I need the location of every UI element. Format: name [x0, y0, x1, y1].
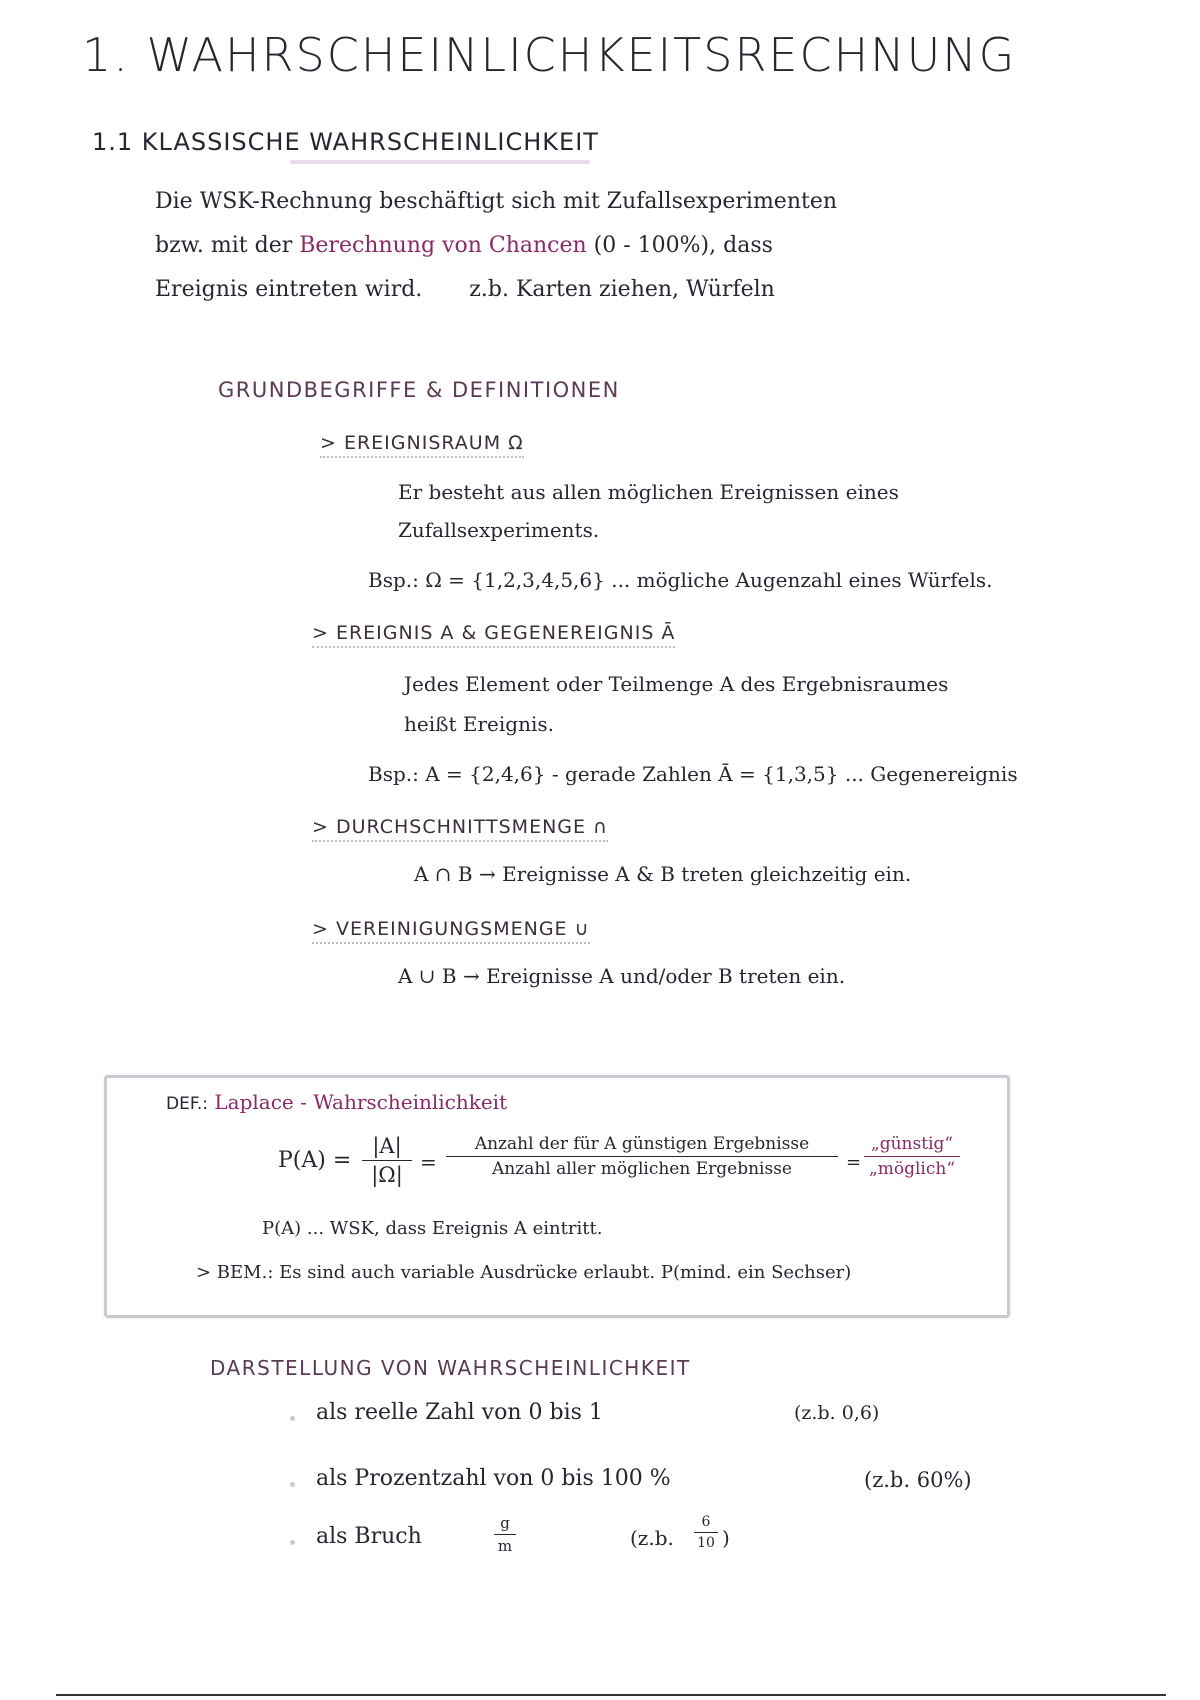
intro-text: bzw. mit der	[155, 233, 300, 258]
item-ereignisraum-head: > EREIGNISRAUM Ω	[320, 432, 524, 458]
fraction-numerator: |A|	[362, 1134, 412, 1161]
formula-fraction-words	[446, 1134, 838, 1179]
item-vereinigung-line: A ∪ B → Ereignisse A und/oder B treten ein.	[398, 964, 846, 988]
intro-highlight: Berechnung von Chancen	[299, 233, 587, 258]
intro-text: (0 - 100%), dass	[586, 233, 773, 258]
fraction-numerator: Anzahl der für A günstigen Ergebnisse	[446, 1134, 838, 1157]
definition-title	[166, 1090, 507, 1114]
page-title: 1. WAHRSCHEINLICHKEITSRECHNUNG	[82, 28, 1017, 82]
item-ereignis-head: > EREIGNIS A & GEGENEREIGNIS Ā	[312, 622, 675, 648]
grund-heading: GRUNDBEGRIFFE & DEFINITIONEN	[218, 378, 620, 402]
fraction-denominator: „möglich“	[868, 1159, 956, 1179]
section-underline	[290, 160, 590, 164]
formula-equals: =	[846, 1152, 862, 1173]
list-bullet	[290, 1482, 295, 1487]
fraction-numerator: 6	[694, 1514, 718, 1533]
intro-keyword: Zufallsexperimenten	[606, 189, 838, 214]
item-ereignis-example: Bsp.: A = {2,4,6} - gerade Zahlen Ā = {1,3,5} ... Gegenereignis	[368, 762, 1018, 786]
fraction-numerator: g	[494, 1514, 516, 1535]
fraction-numerator: „günstig“	[864, 1134, 960, 1157]
item-ereignis-line: heißt Ereignis.	[404, 712, 554, 736]
darstellung-fraction	[494, 1514, 516, 1555]
darstellung-item-real: als reelle Zahl von 0 bis 1	[316, 1400, 603, 1425]
formula-equals: =	[420, 1150, 437, 1174]
item-ereignis-line: Jedes Element oder Teilmenge A des Ergebnisraumes	[404, 672, 949, 696]
darstellung-example-fraction	[630, 1526, 674, 1550]
fraction-denominator: 10	[697, 1535, 715, 1551]
intro-line-3	[155, 268, 775, 312]
list-bullet	[290, 1540, 295, 1545]
fraction-denominator: |Ω|	[371, 1163, 403, 1187]
example-prefix: (z.b.	[630, 1526, 674, 1550]
intro-example: z.b. Karten ziehen, Würfeln	[469, 277, 775, 302]
item-ereignisraum-example: Bsp.: Ω = {1,2,3,4,5,6} ... mögliche Augenzahl eines Würfels.	[368, 568, 993, 592]
formula-fraction-sets	[362, 1134, 412, 1187]
definition-note: P(A) ... WSK, dass Ereignis A eintritt.	[262, 1218, 603, 1239]
formula-fraction-short	[864, 1134, 960, 1179]
example-fraction	[694, 1514, 718, 1551]
darstellung-example-percent: (z.b. 60%)	[864, 1468, 972, 1492]
darstellung-item-fraction: als Bruch	[316, 1524, 422, 1549]
fraction-denominator: Anzahl aller möglichen Ergebnisse	[492, 1159, 792, 1179]
fraction-denominator: m	[497, 1537, 513, 1555]
item-ereignisraum-line: Zufallsexperiments.	[398, 518, 600, 542]
item-durchschnitt-head: > DURCHSCHNITTSMENGE ∩	[312, 816, 608, 842]
intro-line-2	[155, 224, 773, 268]
formula-lhs: P(A) =	[278, 1148, 352, 1173]
item-vereinigung-head: > VEREINIGUNGSMENGE ∪	[312, 918, 590, 944]
list-bullet	[290, 1416, 295, 1421]
definition-name: Laplace - Wahrscheinlichkeit	[214, 1090, 508, 1114]
darstellung-heading: DARSTELLUNG VON WAHRSCHEINLICHKEIT	[210, 1356, 691, 1380]
definition-remark: > BEM.: Es sind auch variable Ausdrücke erlaubt. P(mind. ein Sechser)	[196, 1262, 852, 1283]
item-ereignisraum-line: Er besteht aus allen möglichen Ereignissen eines	[398, 480, 899, 504]
intro-line-1	[155, 180, 837, 224]
section-heading: 1.1 KLASSISCHE WAHRSCHEINLICHKEIT	[92, 128, 599, 156]
example-suffix: )	[722, 1526, 730, 1550]
darstellung-example-real: (z.b. 0,6)	[794, 1402, 880, 1424]
item-durchschnitt-line: A ∩ B → Ereignisse A & B treten gleichzeitig ein.	[414, 862, 912, 886]
intro-text: Ereignis eintreten wird.	[155, 277, 423, 302]
intro-text: Die WSK-Rechnung beschäftigt sich mit	[155, 189, 607, 214]
definition-label: DEF.:	[166, 1094, 209, 1114]
darstellung-item-percent: als Prozentzahl von 0 bis 100 %	[316, 1466, 671, 1491]
page-bottom-edge	[56, 1694, 1166, 1696]
